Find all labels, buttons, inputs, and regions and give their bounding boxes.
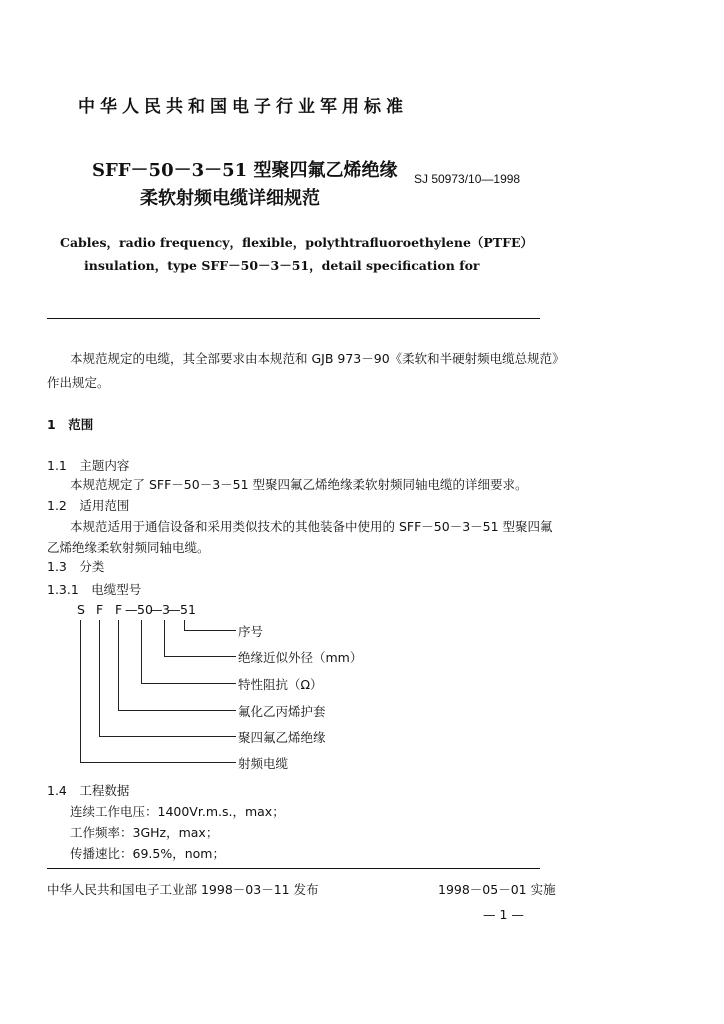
leader-vertical-s (80, 620, 81, 763)
type-label-impedance: 特性阻抗（Ω） (238, 677, 323, 692)
section-1-3-1-heading: 1.3.1 电缆型号 (47, 582, 142, 597)
english-title-line2: insulation，type SFF－50－3－51，detail specification for (84, 258, 480, 273)
section-1-4-heading: 1.4 工程数据 (47, 783, 130, 798)
type-char-f2: F (115, 602, 123, 617)
leader-vertical-f1 (99, 620, 100, 737)
type-char-dash3: — (168, 602, 181, 617)
leader-horizontal-2 (164, 656, 236, 657)
leader-horizontal-6 (80, 762, 236, 763)
issuing-org-header: 中华人民共和国电子行业军用标准 (78, 97, 408, 117)
type-label-serial: 序号 (238, 624, 264, 639)
type-char-f1: F (96, 602, 104, 617)
type-char-3: 3 (162, 602, 170, 617)
type-char-dash2: — (150, 602, 163, 617)
leader-horizontal-1 (184, 630, 236, 631)
section-1-2-text1: 本规范适用于通信设备和采用类似技术的其他装备中使用的 SFF－50－3－51 型聚四氟 (70, 519, 553, 534)
spec-title-line2: 柔软射频电缆详细规范 (140, 188, 320, 209)
leader-horizontal-3 (141, 683, 236, 684)
section-1-heading: 1 范围 (47, 417, 94, 432)
data-voltage: 连续工作电压：1400Vr.m.s.，max； (70, 804, 285, 819)
type-char-51: 51 (180, 602, 196, 617)
spec-title-line1: SFF－50－3－51 型聚四氟乙烯绝缘 (92, 160, 398, 181)
intro-line2: 作出规定。 (47, 375, 110, 390)
section-1-1-text: 本规范规定了 SFF－50－3－51 型聚四氟乙烯绝缘柔软射频同轴电缆的详细要求。 (70, 477, 528, 492)
standard-number: SJ 50973/10—1998 (414, 172, 521, 186)
data-velocity-ratio: 传播速比：69.5%，nom； (70, 846, 225, 861)
section-1-1-heading: 1.1 主题内容 (47, 458, 130, 473)
type-label-rf-cable: 射频电缆 (238, 756, 289, 771)
effective-date: 1998－05－01 实施 (438, 882, 556, 897)
header-divider (47, 318, 540, 319)
leader-vertical-f2 (118, 620, 119, 711)
data-frequency: 工作频率：3GHz，max； (70, 825, 219, 840)
leader-vertical-3 (164, 620, 165, 657)
section-1-2-heading: 1.2 适用范围 (47, 498, 130, 513)
type-char-dash1: — (125, 602, 138, 617)
page-number: — 1 — (483, 907, 524, 922)
leader-vertical-50 (141, 620, 142, 684)
section-1-3-heading: 1.3 分类 (47, 559, 105, 574)
type-label-sheath: 氟化乙丙烯护套 (238, 704, 326, 719)
leader-horizontal-4 (118, 710, 236, 711)
footer-divider (47, 868, 540, 869)
leader-horizontal-5 (99, 736, 236, 737)
section-1-2-text2: 乙烯绝缘柔软射频同轴电缆。 (47, 540, 210, 555)
type-char-50: 50 (137, 602, 153, 617)
type-char-s: S (77, 602, 85, 617)
english-title-line1: Cables，radio frequency，flexible，polythtrafluoroethylene（PTFE） (60, 235, 534, 250)
type-label-insulation-diameter: 绝缘近似外径（mm） (238, 650, 363, 665)
intro-line1: 本规范规定的电缆，其全部要求由本规范和 GJB 973－90《柔软和半硬射频电缆总规范》 (70, 351, 565, 366)
type-label-insulation: 聚四氟乙烯绝缘 (238, 730, 326, 745)
issue-date: 中华人民共和国电子工业部 1998－03－11 发布 (47, 882, 319, 897)
